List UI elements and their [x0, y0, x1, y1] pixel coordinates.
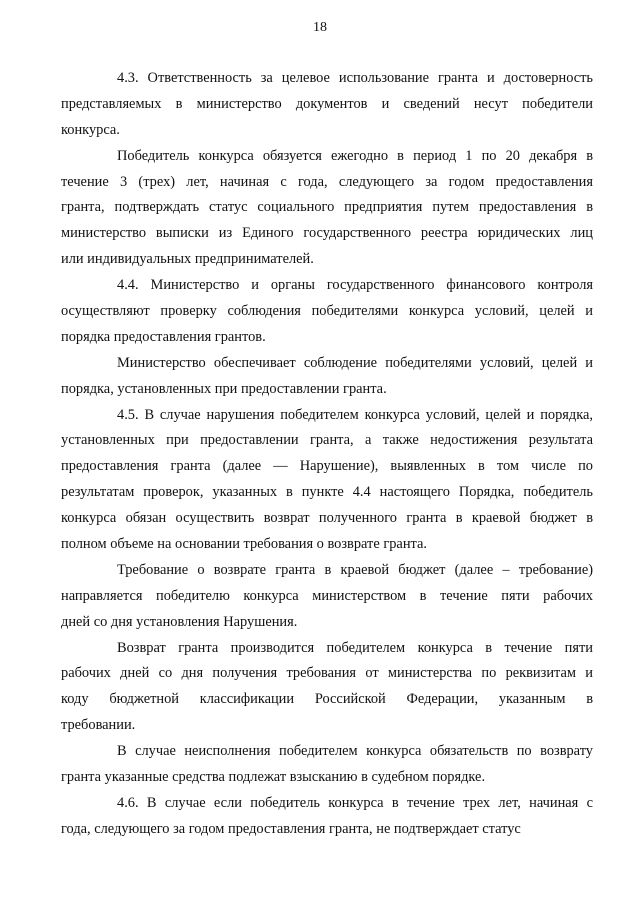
text-line: рабочих дней со дня получения требования от министерства по реквизитам и — [61, 665, 593, 682]
text-line: или индивидуальных предпринимателей. — [61, 251, 314, 268]
text-line: коду бюджетной классификации Российской Федерации, указанным в — [61, 691, 593, 708]
text-line: конкурса. — [61, 121, 120, 138]
text-line: требовании. — [61, 717, 136, 734]
text-line: Министерство обеспечивает соблюдение победителями условий, целей и — [117, 354, 593, 371]
text-line: результатам проверок, указанных в пункте 4.4 настоящего Порядка, победитель — [61, 484, 593, 501]
text-line: течение 3 (трех) лет, начиная с года, следующего за годом предоставления — [61, 173, 593, 190]
text-line: представляемых в министерство документов и сведений несут победители — [61, 95, 593, 112]
text-line: установленных при предоставлении гранта, а также недостижения результата — [61, 432, 593, 449]
text-line: Возврат гранта производится победителем конкурса в течение пяти — [117, 639, 593, 656]
paragraph — [61, 403, 593, 558]
paragraph — [61, 144, 593, 273]
paragraph — [61, 273, 593, 351]
text-line: конкурса обязан осуществить возврат полученного гранта в краевой бюджет в — [61, 510, 593, 527]
text-line: предоставления гранта (далее — Нарушение), выявленных в том числе по — [61, 458, 593, 475]
text-line: года, следующего за годом предоставления гранта, не подтверждает статус — [61, 820, 521, 837]
text-line: гранта указанные средства подлежат взысканию в судебном порядке. — [61, 769, 486, 786]
text-line: Требование о возврате гранта в краевой бюджет (далее – требование) — [117, 561, 593, 578]
text-line: 4.6. В случае если победитель конкурса в течение трех лет, начиная с — [117, 794, 593, 811]
text-line: гранта, подтверждать статус социального предприятия путем предоставления в — [61, 199, 593, 216]
text-line: полном объеме на основании требования о возврате гранта. — [61, 536, 427, 553]
text-line: дней со дня установления Нарушения. — [61, 613, 298, 630]
page-number: 18 — [313, 20, 327, 35]
document-body — [61, 66, 593, 843]
paragraph — [61, 66, 593, 144]
text-line: 4.4. Министерство и органы государственного финансового контроля — [117, 277, 593, 294]
text-line: осуществляют проверку соблюдения победителями конкурса условий, целей и — [61, 303, 593, 320]
text-line: 4.3. Ответственность за целевое использование гранта и достоверность — [117, 70, 593, 86]
text-line: направляется победителю конкурса министерством в течение пяти рабочих — [61, 587, 593, 604]
text-line: Победитель конкурса обязуется ежегодно в период 1 по 20 декабря в — [117, 147, 593, 164]
text-line: В случае неисполнения победителем конкурса обязательств по возврату — [117, 743, 593, 760]
text-line: порядка предоставления грантов. — [61, 328, 266, 345]
text-line: порядка, установленных при предоставлении гранта. — [61, 380, 387, 397]
paragraph — [61, 636, 593, 740]
paragraph — [61, 351, 593, 403]
paragraph — [61, 791, 593, 843]
text-line: министерство выписки из Единого государственного реестра юридических лиц — [61, 225, 593, 242]
paragraph — [61, 558, 593, 636]
paragraph — [61, 739, 593, 791]
text-line: 4.5. В случае нарушения победителем конкурса условий, целей и порядка, — [117, 406, 593, 423]
